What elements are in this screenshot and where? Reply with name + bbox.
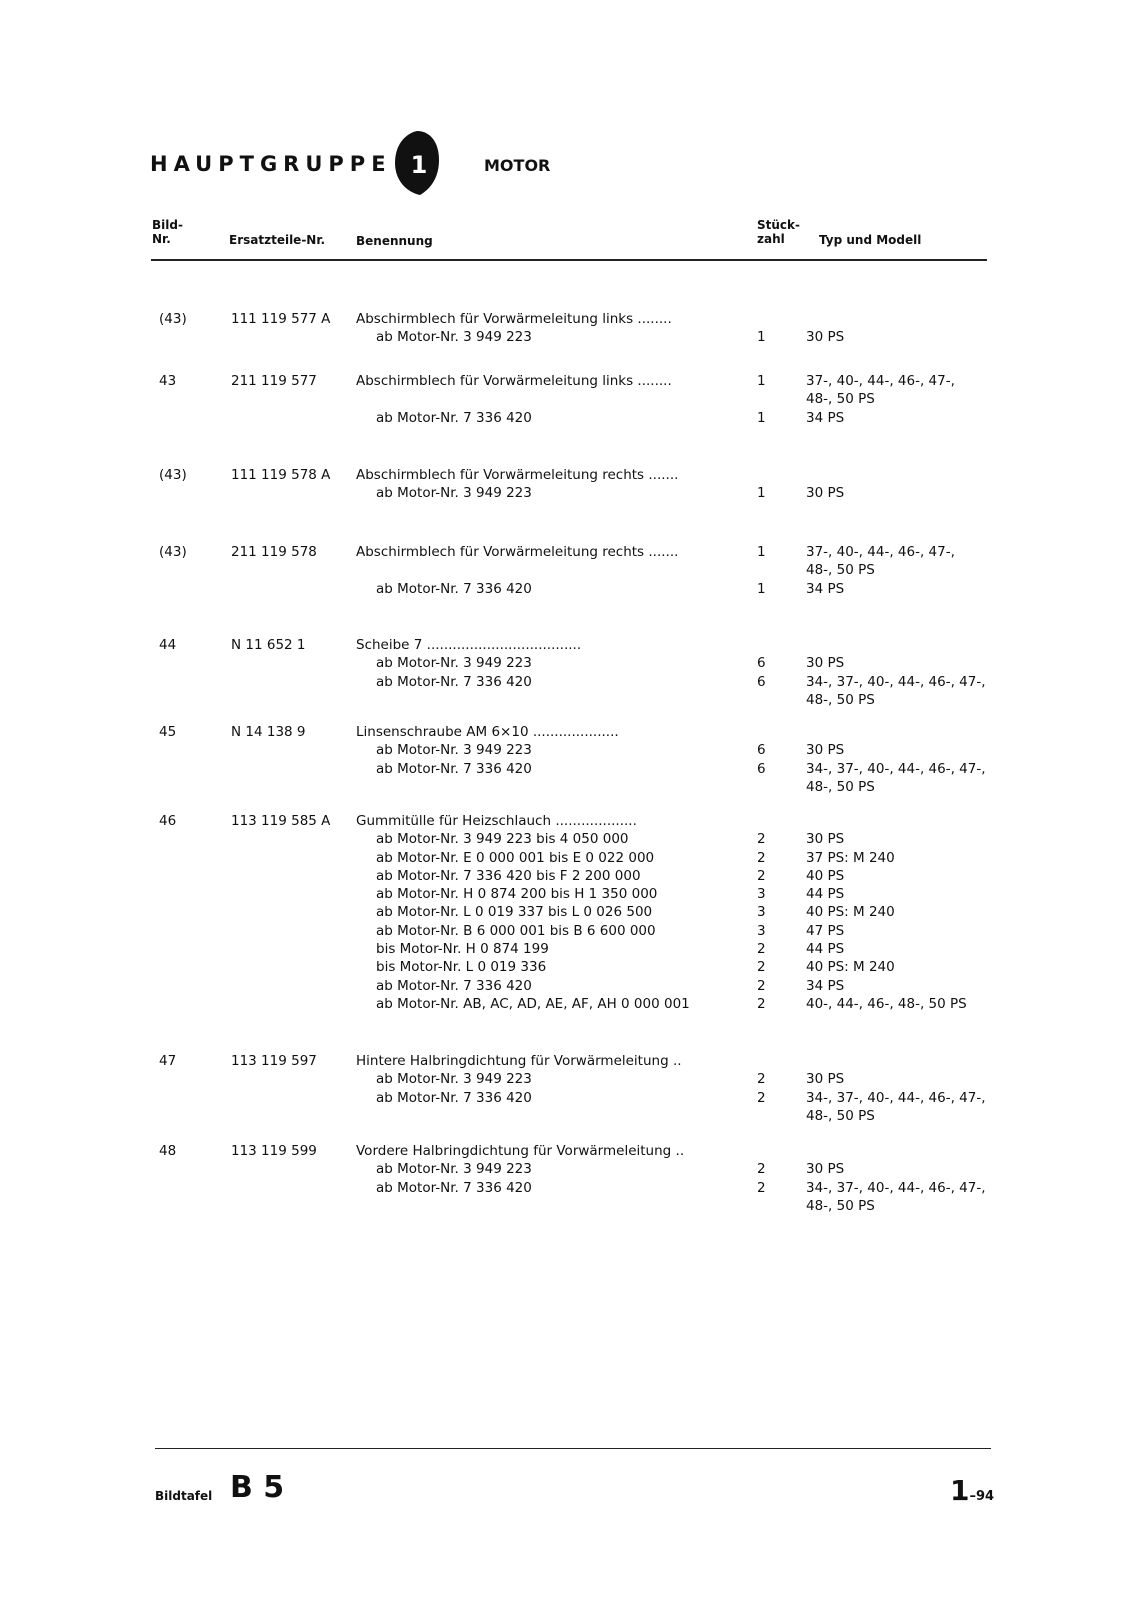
type-model [806, 812, 967, 1013]
type-value [806, 466, 844, 484]
type-value: 30 PS [806, 831, 845, 848]
quantity-value [757, 561, 766, 579]
description-subline: ab Motor-Nr. 3 949 223 [376, 1161, 532, 1178]
quantity-value: 1 [757, 329, 766, 346]
col-bild-nr [152, 218, 183, 246]
description-subline: ab Motor-Nr. 3 949 223 [376, 485, 532, 502]
type-model [806, 310, 844, 347]
description-subline: ab Motor-Nr. L 0 019 337 bis L 0 026 500 [376, 904, 653, 921]
part-number: 211 119 578 [231, 544, 317, 560]
quantity-value [757, 1052, 766, 1070]
type-value: 37-, 40-, 44-, 46-, 47-, [806, 373, 955, 389]
quantity-value: 2 [757, 1161, 766, 1178]
quantity-value: 2 [757, 941, 766, 958]
quantity-value: 2 [757, 959, 766, 976]
board-number: B 5 [230, 1470, 285, 1505]
col-part-no: Ersatzteile-Nr. [229, 233, 326, 247]
quantity-value: 6 [757, 673, 766, 690]
description-line [356, 778, 734, 796]
description-subline: bis Motor-Nr. H 0 874 199 [376, 941, 549, 958]
type-value: 48-, 50 PS [806, 1107, 875, 1124]
bild-nr: 43 [159, 373, 177, 389]
quantity-value [757, 310, 766, 328]
description-line [356, 1107, 734, 1125]
description [356, 372, 734, 427]
part-number: 111 119 577 A [231, 311, 331, 327]
description-subline: ab Motor-Nr. 7 336 420 [376, 580, 532, 597]
quantity-value [757, 636, 766, 654]
quantity-value: 2 [757, 849, 766, 866]
quantity [757, 723, 766, 796]
col-type: Typ und Modell [819, 233, 922, 247]
part-number: 113 119 585 A [231, 813, 331, 829]
quantity-value: 2 [757, 867, 766, 884]
quantity-value: 2 [757, 995, 766, 1012]
quantity-value: 1 [757, 580, 766, 597]
bild-nr: 44 [159, 637, 177, 653]
type-value: 34 PS [806, 977, 845, 994]
quantity-value [757, 1197, 766, 1215]
quantity [757, 636, 766, 709]
type-value: 40-, 44-, 46-, 48-, 50 PS [806, 995, 967, 1012]
col-name: Benennung [356, 234, 433, 248]
description-line [356, 691, 734, 709]
quantity-value: 6 [757, 655, 766, 672]
bild-nr: (43) [159, 544, 187, 560]
type-value: 48-, 50 PS [806, 778, 875, 795]
description [356, 1052, 734, 1125]
header-rule [151, 259, 987, 261]
type-value: 34 PS [806, 409, 845, 426]
description [356, 636, 734, 709]
type-model [806, 372, 955, 427]
type-model [806, 1052, 986, 1125]
bild-nr: 46 [159, 813, 177, 829]
type-value: 30 PS [806, 655, 845, 672]
description-subline: ab Motor-Nr. 3 949 223 [376, 329, 532, 346]
description-subline: ab Motor-Nr. E 0 000 001 bis E 0 022 000 [376, 849, 655, 866]
type-value: 37-, 40-, 44-, 46-, 47-, [806, 544, 955, 560]
type-value: 40 PS: M 240 [806, 904, 895, 921]
description-subline: ab Motor-Nr. 3 949 223 [376, 655, 532, 672]
description-subline: ab Motor-Nr. 7 336 420 [376, 977, 532, 994]
quantity-value: 1 [757, 485, 766, 502]
part-number: N 11 652 1 [231, 637, 306, 653]
description-subline: ab Motor-Nr. 3 949 223 [376, 1071, 532, 1088]
footer-label: Bildtafel [155, 1489, 213, 1503]
description-line: Abschirmblech für Vorwärmeleitung rechts ....... [356, 467, 679, 483]
quantity-value [757, 1107, 766, 1125]
description-subline: ab Motor-Nr. 7 336 420 [376, 409, 532, 426]
quantity-value: 2 [757, 977, 766, 994]
part-number: 111 119 578 A [231, 467, 331, 483]
page-number [950, 1474, 994, 1507]
description-subline: ab Motor-Nr. 7 336 420 [376, 1089, 532, 1106]
quantity [757, 812, 766, 1013]
quantity [757, 1052, 766, 1125]
description-line: Scheibe 7 .................................... [356, 637, 582, 653]
quantity-value: 6 [757, 742, 766, 759]
type-value [806, 812, 967, 830]
quantity [757, 543, 766, 598]
type-value: 34-, 37-, 40-, 44-, 46-, 47-, [806, 1179, 986, 1196]
description [356, 543, 734, 598]
type-model [806, 723, 986, 796]
bild-nr: (43) [159, 467, 187, 483]
type-value [806, 1142, 986, 1160]
type-value: 40 PS [806, 867, 845, 884]
quantity-value [757, 778, 766, 796]
bild-nr: 47 [159, 1053, 177, 1069]
col-qty-line2: zahl [757, 232, 785, 246]
type-model [806, 636, 986, 709]
type-value [806, 310, 844, 328]
group-number: 1 [410, 151, 428, 179]
page-number-main: 1 [950, 1474, 970, 1507]
type-value: 37 PS: M 240 [806, 849, 895, 866]
type-value: 30 PS [806, 742, 845, 759]
quantity [757, 1142, 766, 1215]
quantity-value: 3 [757, 922, 766, 939]
description [356, 812, 734, 1013]
type-value: 44 PS [806, 941, 845, 958]
group-name: MOTOR [484, 156, 551, 175]
quantity-value [757, 723, 766, 741]
quantity-value [757, 691, 766, 709]
quantity [757, 310, 766, 347]
type-value: 40 PS: M 240 [806, 959, 895, 976]
col-bild-nr-line2: Nr. [152, 232, 171, 246]
quantity-value: 2 [757, 1089, 766, 1106]
description-subline: ab Motor-Nr. 7 336 420 bis F 2 200 000 [376, 867, 641, 884]
quantity-value: 6 [757, 760, 766, 777]
quantity-value: 1 [757, 373, 766, 389]
type-model [806, 1142, 986, 1215]
quantity-value: 1 [757, 409, 766, 426]
type-value: 44 PS [806, 886, 845, 903]
type-value [806, 636, 986, 654]
description-line: Hintere Halbringdichtung für Vorwärmeleitung .. [356, 1053, 682, 1069]
part-number: 113 119 599 [231, 1143, 317, 1159]
part-number: 211 119 577 [231, 373, 317, 389]
quantity-value: 1 [757, 544, 766, 560]
description [356, 723, 734, 796]
footer-rule [155, 1448, 991, 1449]
description-line: Abschirmblech für Vorwärmeleitung links ........ [356, 373, 672, 389]
col-qty [757, 218, 800, 246]
description-subline: ab Motor-Nr. B 6 000 001 bis B 6 600 000 [376, 922, 656, 939]
type-value: 47 PS [806, 922, 845, 939]
type-value: 34-, 37-, 40-, 44-, 46-, 47-, [806, 760, 986, 777]
type-model [806, 466, 844, 503]
type-value: 30 PS [806, 329, 845, 346]
description [356, 1142, 734, 1215]
description-subline: ab Motor-Nr. 7 336 420 [376, 673, 532, 690]
quantity-value: 3 [757, 904, 766, 921]
quantity-value [757, 390, 766, 408]
description-subline: ab Motor-Nr. AB, AC, AD, AE, AF, AH 0 000 001 [376, 995, 690, 1012]
type-value [806, 723, 986, 741]
quantity-value [757, 1142, 766, 1160]
description-subline: bis Motor-Nr. L 0 019 336 [376, 959, 547, 976]
description-line: Abschirmblech für Vorwärmeleitung rechts ....... [356, 544, 679, 560]
quantity-value [757, 812, 766, 830]
description-subline: ab Motor-Nr. 7 336 420 [376, 1179, 532, 1196]
quantity [757, 372, 766, 427]
description-line [356, 390, 734, 408]
quantity-value: 2 [757, 831, 766, 848]
bild-nr: 45 [159, 724, 177, 740]
group-title: HAUPTGRUPPE [150, 152, 392, 176]
description-subline: ab Motor-Nr. 3 949 223 [376, 742, 532, 759]
type-value: 34-, 37-, 40-, 44-, 46-, 47-, [806, 673, 986, 690]
quantity-value: 2 [757, 1179, 766, 1196]
type-value: 30 PS [806, 1161, 845, 1178]
description [356, 466, 734, 503]
description [356, 310, 734, 347]
col-qty-line1: Stück- [757, 218, 800, 232]
quantity-value: 3 [757, 886, 766, 903]
description-subline: ab Motor-Nr. H 0 874 200 bis H 1 350 000 [376, 886, 658, 903]
type-value [806, 1052, 986, 1070]
type-value: 34-, 37-, 40-, 44-, 46-, 47-, [806, 1089, 986, 1106]
type-value: 48-, 50 PS [806, 562, 875, 579]
quantity-value: 2 [757, 1071, 766, 1088]
type-value: 48-, 50 PS [806, 691, 875, 708]
type-value: 48-, 50 PS [806, 1197, 875, 1214]
description-line: Abschirmblech für Vorwärmeleitung links ........ [356, 311, 672, 327]
page-number-sub: –94 [969, 1489, 995, 1504]
type-value: 30 PS [806, 485, 845, 502]
type-value: 34 PS [806, 580, 845, 597]
description-subline: ab Motor-Nr. 3 949 223 bis 4 050 000 [376, 831, 629, 848]
description-line [356, 561, 734, 579]
description-line: Gummitülle für Heizschlauch ................... [356, 813, 637, 829]
description-line [356, 1197, 734, 1215]
group-number-badge [394, 130, 440, 196]
quantity [757, 466, 766, 503]
col-bild-nr-line1: Bild- [152, 218, 183, 232]
description-subline: ab Motor-Nr. 7 336 420 [376, 760, 532, 777]
part-number: 113 119 597 [231, 1053, 317, 1069]
bild-nr: (43) [159, 311, 187, 327]
bild-nr: 48 [159, 1143, 177, 1159]
description-line: Vordere Halbringdichtung für Vorwärmeleitung .. [356, 1143, 685, 1159]
type-model [806, 543, 955, 598]
part-number: N 14 138 9 [231, 724, 306, 740]
type-value: 48-, 50 PS [806, 391, 875, 408]
description-line: Linsenschraube AM 6×10 .................... [356, 724, 619, 740]
type-value: 30 PS [806, 1071, 845, 1088]
quantity-value [757, 466, 766, 484]
